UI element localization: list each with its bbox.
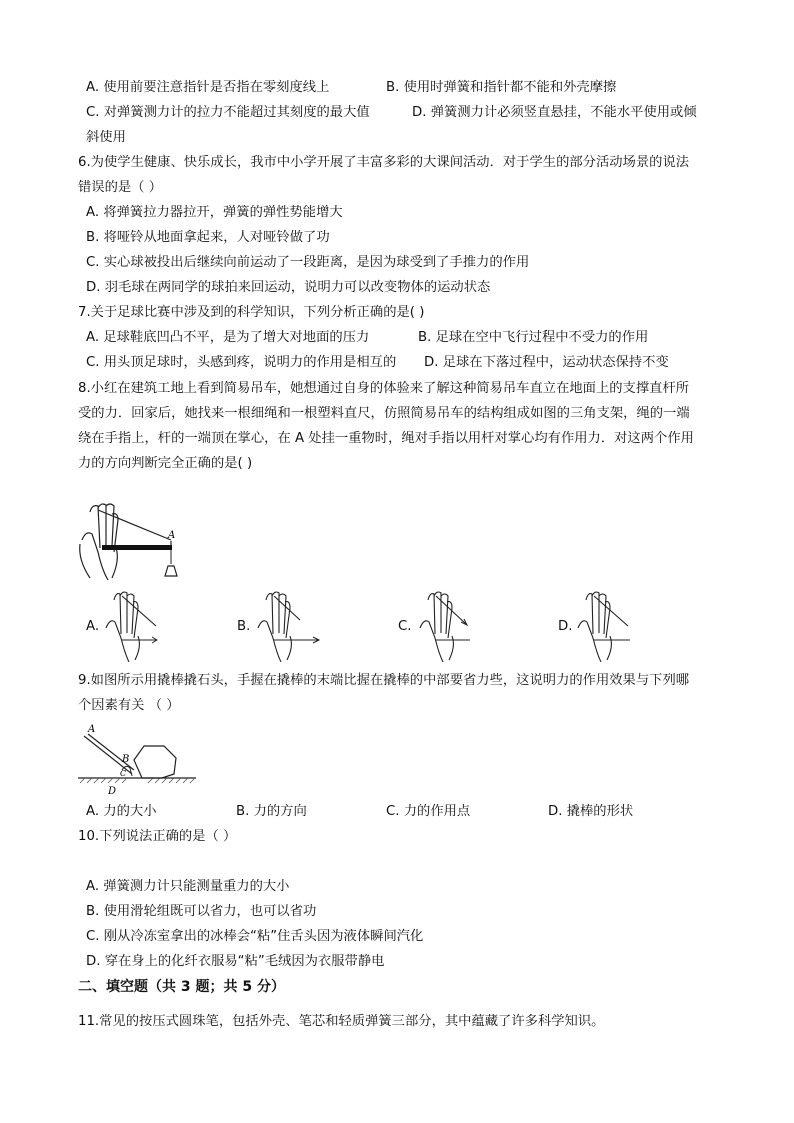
- q5-option-d-cont: 斜使用: [86, 130, 126, 145]
- q10-stem: 10.下列说法正确的是（ ）: [78, 829, 237, 844]
- q8-hand-support-figure: [76, 500, 188, 582]
- q8-option-d: D.: [558, 619, 573, 634]
- q8-stem-line2: 受的力．回家后，她找来一根细绳和一根塑料直尺，仿照简易吊车的结构组成如图的三角支架，绳的一端: [78, 406, 690, 421]
- q9-option-d: D. 撬棒的形状: [548, 804, 634, 819]
- q9-point-b-label: B: [122, 754, 130, 765]
- q6-option-d: D. 羽毛球在两同学的球拍来回运动，说明力可以改变物体的运动状态: [86, 280, 491, 295]
- q9-point-d-label: D: [108, 786, 117, 797]
- q5-option-b: B. 使用时弹簧和指针都不能和外壳摩擦: [386, 80, 617, 95]
- q5-option-a: A. 使用前要注意指针是否指在零刻度线上: [86, 80, 330, 95]
- q8-stem-line4: 力的方向判断完全正确的是( ): [78, 456, 253, 471]
- q5-option-d: D. 弹簧测力计必须竖直悬挂，不能水平使用或倾: [412, 105, 697, 120]
- q8-stem-line1: 8.小红在建筑工地上看到简易吊车，她想通过自身的体验来了解这种简易吊车直立在地面上的支撑直杆所: [78, 381, 690, 396]
- q6-option-b: B. 将哑铃从地面拿起来，人对哑铃做了功: [86, 230, 330, 245]
- q8-option-b-figure: [252, 586, 324, 662]
- q6-option-c: C. 实心球被投出后继续向前运动了一段距离，是因为球受到了手推力的作用: [86, 255, 530, 270]
- q7-option-a: A. 足球鞋底凹凸不平，是为了增大对地面的压力: [86, 330, 370, 345]
- q8-option-b: B.: [237, 619, 251, 634]
- q6-stem-line1: 6.为使学生健康、快乐成长，我市中小学开展了丰富多彩的大课间活动．对于学生的部分活动场景的说法: [78, 155, 690, 170]
- q10-option-d: D. 穿在身上的化纤衣服易“粘”毛绒因为衣服带静电: [86, 954, 385, 969]
- q9-point-c-label: C: [120, 769, 127, 778]
- q8-option-d-figure: [572, 586, 634, 662]
- q11-stem: 11.常见的按压式圆珠笔，包括外壳、笔芯和轻质弹簧三部分，其中蕴藏了许多科学知识。: [78, 1014, 605, 1029]
- q5-option-c: C. 对弹簧测力计的拉力不能超过其刻度的最大值: [86, 105, 370, 120]
- q10-option-a: A. 弹簧测力计只能测量重力的大小: [86, 879, 290, 894]
- q7-stem: 7.关于足球比赛中涉及到的科学知识，下列分析正确的是( ): [78, 305, 425, 320]
- section-heading-fill-blank: 二、填空题（共 3 题；共 5 分）: [78, 979, 285, 995]
- q7-option-c: C. 用头顶足球时，头感到疼，说明力的作用是相互的: [86, 355, 397, 370]
- q9-option-a: A. 力的大小: [86, 804, 157, 819]
- q9-stem-line1: 9.如图所示用撬棒撬石头，手握在撬棒的末端比握在撬棒的中部要省力些，这说明力的作用效果与下列哪: [78, 673, 690, 688]
- q8-point-a-label: A: [168, 530, 176, 541]
- q10-option-b: B. 使用滑轮组既可以省力，也可以省功: [86, 904, 317, 919]
- q7-option-d: D. 足球在下落过程中，运动状态保持不变: [424, 355, 669, 370]
- q6-stem-line2: 错误的是（ ）: [78, 180, 163, 195]
- q9-option-b: B. 力的方向: [236, 804, 307, 819]
- q8-option-a: A.: [86, 619, 100, 634]
- q9-point-a-label: A: [88, 724, 96, 735]
- q10-option-c: C. 刚从冷冻室拿出的冰棒会“粘”住舌头因为液体瞬间汽化: [86, 929, 424, 944]
- q9-stem-line2: 个因素有关 （ ）: [78, 698, 180, 713]
- q8-option-c: C.: [398, 619, 412, 634]
- q8-option-c-figure: [414, 586, 474, 662]
- q8-stem-line3: 绕在手指上，杆的一端顶在掌心，在 A 处挂一重物时，绳对手指以用杆对掌心均有作用力．对这两个作用: [78, 431, 694, 446]
- q9-option-c: C. 力的作用点: [386, 804, 471, 819]
- q8-option-a-figure: [100, 586, 160, 662]
- q6-option-a: A. 将弹簧拉力器拉开，弹簧的弹性势能增大: [86, 205, 343, 220]
- q7-option-b: B. 足球在空中飞行过程中不受力的作用: [418, 330, 649, 345]
- q9-crowbar-figure: [78, 722, 202, 798]
